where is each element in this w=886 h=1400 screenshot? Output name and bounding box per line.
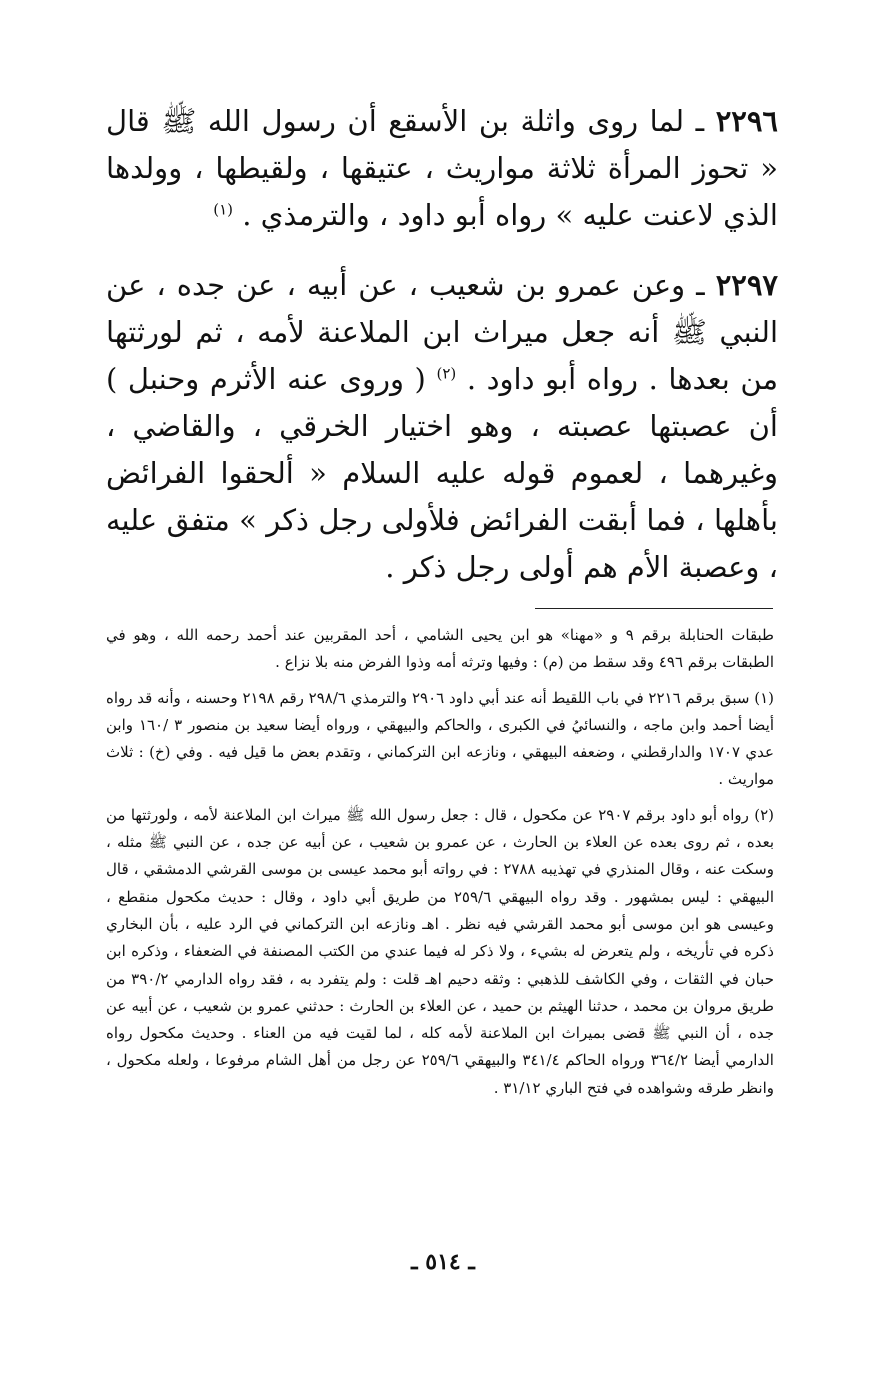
page-number: ـ ٥١٤ ـ [411, 1249, 475, 1275]
entry-2297 [106, 262, 778, 591]
entry-paragraph [106, 262, 778, 591]
footnote-1: (١) سبق برقم ٢٢١٦ في باب اللقيط أنه عند أبي داود ٢٩٠٦ والترمذي ٢٩٨/٦ رقم ٢١٩٨ وحسنه ، وأنه قد رواه أيضا أحمد وابن ماجه ، والنسائيُ في الكبرى ، والحاكم والبيهقي ، ورواه أيضا سعيد بن منصور ٣ /١٦٠ وابن عدي ١٧٠٧ والدارقطني ، وضعفه البيهقي ، ونازعه ابن التركماني ، وتقدم بعض ما قيل فيه . وفي (خ) : ثلاث مواريث . [106, 688, 774, 789]
footnote-separator [535, 608, 773, 609]
entry-text: ـ وعن عمرو بن شعيب ، عن أبيه ، عن جده ، عن النبي ﷺ أنه جعل ميراث ابن الملاعنة لأمه ، ثم لورثتها من بعدها . رواه أبو داود . [106, 268, 779, 396]
entry-2296 [106, 98, 778, 239]
entry-number: ٢٢٩٧ [715, 268, 778, 302]
footnote-ref: (٢) [436, 364, 457, 383]
footnote-ref: (١) [213, 200, 234, 219]
entry-text: ـ لما روى واثلة بن الأسقع أن رسول الله ﷺ قال « تحوز المرأة ثلاثة مواريث ، عتيقها ، ولقيطها ، وولدها الذي لاعنت عليه » رواه أبو داود ، والترمذي . [106, 104, 778, 232]
footnotes [106, 622, 774, 1102]
entry-number: ٢٢٩٦ [715, 104, 779, 138]
footnote-2: (٢) رواه أبو داود برقم ٢٩٠٧ عن مكحول ، قال : جعل رسول الله ﷺ ميراث ابن الملاعنة لأمه ، ولورثتها من بعده ، ثم روى بعده عن العلاء بن الحارث ، عن عمرو بن شعيب ، عن أبيه عن جده ، عن النبي ﷺ مثله ، وسكت عنه ، وقال المنذري في تهذيبه ٢٧٨٨ : في رواته أبو محمد عيسى بن موسى القرشي الدمشقي ، قال البيهقي : ليس بمشهور . وقد رواه البيهقي ٢٥٩/٦ من طريق أبي داود ، وقال : حديث مكحول منقطع ، وعيسى هو ابن موسى أبو محمد القرشي فيه نظر . اهـ ونازعه ابن التركماني في الرد عليه ، بأن البخاري ذكره في تأريخه ، ولم يتعرض له بشيء ، ولا ذكر له فيما عندي من الكتب المصنفة في الضعفاء ، وذكره ابن حبان في الثقات ، وفي الكاشف للذهبي : وثقه دحيم اهـ قلت : ولم يتفرد به ، فقد رواه الدارمي ٣٩٠/٢ من طريق مروان بن محمد ، حدثنا الهيثم بن حميد ، عن العلاء بن الحارث : حدثني عمرو بن شعيب ، عن أبيه عن جده ، أن النبي ﷺ قضى بميراث ابن الملاعنة لأمه كله ، لما لقيت فيه من العناء . وحديث مكحول رواه الدارمي أيضا ٣٦٤/٢ ورواه الحاكم ٣٤١/٤ والبيهقي ٢٥٩/٦ عن رجل من أهل الشام مرفوعا ، ولعله مكحول ، وانظر طرقه وشواهده في فتح الباري ٣١/١٢ . [106, 805, 775, 1097]
entry-text-continued: ( وروى عنه الأثرم وحنبل ) أن عصبتها عصبته ، وهو اختيار الخرقي ، والقاضي ، وغيرهما ، لعموم قوله عليه السلام « ألحقوا الفرائض بأهلها ، فما أبقت الفرائض فلأولى رجل ذكر » متفق عليه ، وعصبة الأم هم أولى رجل ذكر . [106, 362, 778, 584]
entry-paragraph [106, 98, 778, 239]
footnote-continuation: طبقات الحنابلة برقم ٩ و «مهنا» هو ابن يحيى الشامي ، أحد المقربين عند أحمد رحمه الله ، وهو في الطبقات برقم ٤٩٦ وقد سقط من (م) : وفيها وترثه أمه وذوا الفرض منه بلا نزاع . [106, 626, 774, 672]
